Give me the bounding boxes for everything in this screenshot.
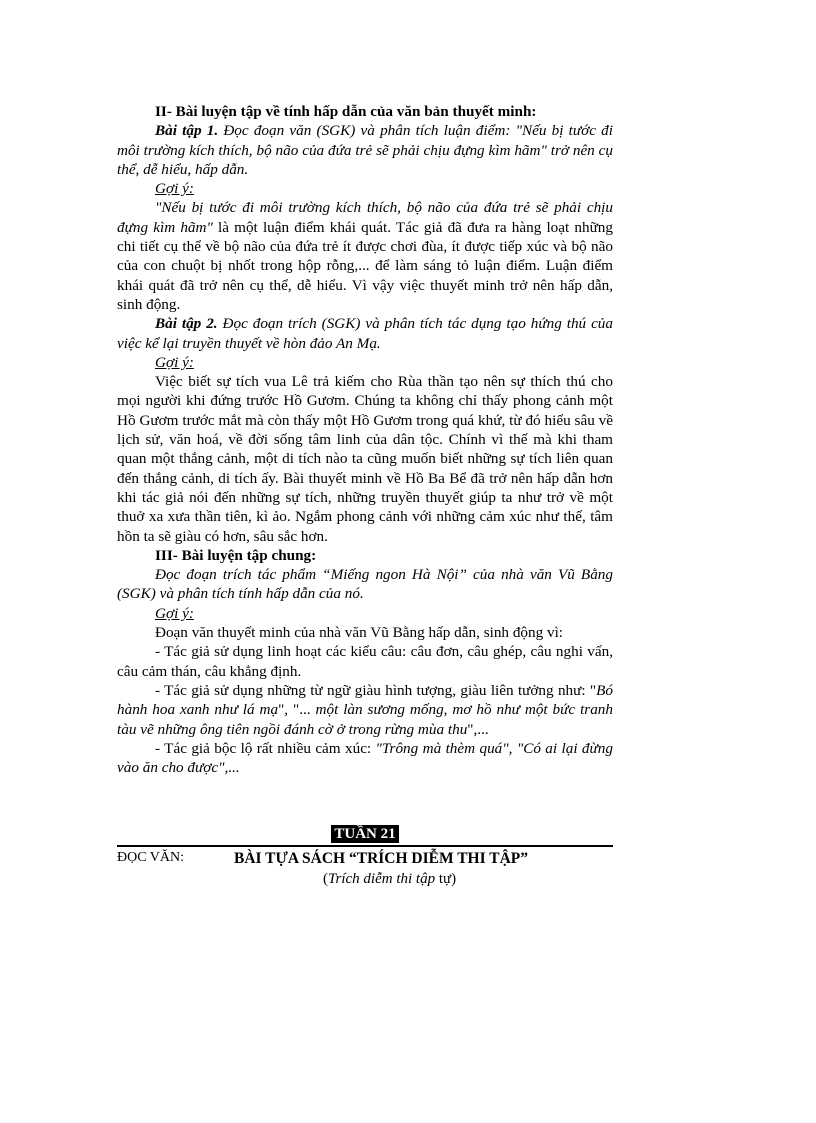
exercise-1-answer-text: là một luận điểm khái quát. Tác giả đã đưa ra hàng loạt những chi tiết cụ thể về bộ não của đứa trẻ ít được chơi đùa, ít được tiếp xúc và bộ não của con chuột bị nhốt trong hộp rỗng,... để làm sáng tỏ luận điểm. Luận điểm khái quát đã trở nên cụ thể, dễ hiểu. Vì vậy việc thuyết minh trở nên hấp dẫn, sinh động. bbox=[117, 218, 613, 313]
lesson-title: BÀI TỰA SÁCH “TRÍCH DIỄM THI TẬP” bbox=[234, 850, 528, 867]
section-3-intro: Đoạn văn thuyết minh của nhà văn Vũ Bằng hấp dẫn, sinh động vì: bbox=[155, 624, 564, 642]
bullet-2-end: ",... bbox=[467, 720, 489, 738]
bullet-2-quote-1: Bó hành hoa xanh như lá mạ bbox=[117, 681, 613, 719]
bullet-2-quote-2: một làn sương mống, mơ hồ như một bức tranh tàu vẽ những ông tiên ngồi đánh cờ ở trong rừng mùa thu bbox=[117, 701, 613, 738]
lesson-subtitle bbox=[323, 871, 456, 888]
exercise-1-hint-label: Gợi ý: bbox=[155, 180, 194, 198]
document-body bbox=[117, 102, 613, 777]
exercise-1 bbox=[117, 121, 613, 179]
section-2-heading: II- Bài luyện tập về tính hấp dẫn của văn bản thuyết minh: bbox=[155, 103, 537, 120]
subtitle-italic: Trích diễm thi tập bbox=[328, 871, 436, 887]
lesson-category: ĐỌC VĂN: bbox=[117, 850, 185, 865]
exercise-2-answer: Việc biết sự tích vua Lê trả kiếm cho Rùa thần tạo nên sự thích thú cho mọi người khi đứng trước Hồ Gươm. Chúng ta không chỉ thấy phong cảnh một Hồ Gươm trước mắt mà còn thấy một Hồ Gươm trong quá khứ, từ đó hiểu sâu về lịch sử, văn hoá, về đời sống tâm linh của dân tộc. Chính vì thế mà khi tham quan một thắng cảnh, một di tích nào ta cũng muốn biết những sự tích liên quan đến thắng cảnh, di tích ấy. Bài thuyết minh về Hồ Ba Bể đã trở nên hấp dẫn hơn khi tác giả nói đến những sự tích, những truyền thuyết giúp ta như trở về một thuở xa xưa thần tiên, kì ảo. Ngắm phong cảnh với những cảm xúc như thế, tâm hồn ta sẽ giàu có hơn, sâu sắc hơn. bbox=[117, 373, 613, 545]
section-3-heading: III- Bài luyện tập chung: bbox=[155, 546, 317, 564]
bullet-2-text: - Tác giả sử dụng những từ ngữ giàu hình tượng, giàu liên tưởng như: " bbox=[155, 681, 597, 699]
week-banner bbox=[117, 825, 613, 843]
exercise-1-prompt: Đọc đoạn văn (SGK) và phân tích luận điểm: "Nếu bị tước đi môi trường kích thích, bộ não của đứa trẻ sẽ phải chịu đựng kìm hãm" trở nên cụ thể, dễ hiểu, hấp dẫn. bbox=[117, 122, 613, 178]
exercise-1-label: Bài tập 1. bbox=[155, 122, 219, 140]
exercise-2-prompt: Đọc đoạn trích (SGK) và phân tích tác dụng tạo hứng thú của việc kể lại truyền thuyết về hòn đảo An Mạ. bbox=[117, 315, 613, 352]
exercise-2-hint-label: Gợi ý: bbox=[155, 353, 194, 371]
subtitle-close: tự) bbox=[435, 871, 457, 887]
exercise-1-answer bbox=[117, 198, 613, 314]
section-3-hint-label: Gợi ý: bbox=[155, 604, 194, 622]
exercise-2 bbox=[117, 314, 613, 353]
week-label: TUẦN 21 bbox=[331, 825, 398, 843]
divider-line bbox=[117, 845, 613, 847]
exercise-1-answer-quote: "Nếu bị tước đi môi trường kích thích, bộ não của đứa trẻ sẽ phải chịu đựng kìm hãm" bbox=[117, 199, 613, 236]
exercise-2-label: Bài tập 2. bbox=[155, 315, 218, 333]
bullet-3-text: - Tác giả bộc lộ rất nhiều cảm xúc: bbox=[155, 739, 376, 757]
bullet-3-quote: "Trông mà thèm quá", "Có ai lại đừng vào ăn cho được",... bbox=[117, 739, 613, 777]
section-3-bullet-3 bbox=[117, 739, 613, 778]
subtitle-open: ( bbox=[323, 871, 328, 887]
section-3-bullet-1: - Tác giả sử dụng linh hoạt các kiểu câu: câu đơn, câu ghép, câu nghi vấn, câu cảm thán, câu khẳng định. bbox=[117, 643, 613, 680]
bullet-2-separator: ", "... bbox=[278, 701, 316, 719]
section-3-prompt: Đọc đoạn trích tác phẩm “Miếng ngon Hà Nội” của nhà văn Vũ Bằng (SGK) và phân tích tính hấp dẫn của nó. bbox=[117, 566, 613, 603]
section-3-bullet-2 bbox=[117, 681, 613, 739]
